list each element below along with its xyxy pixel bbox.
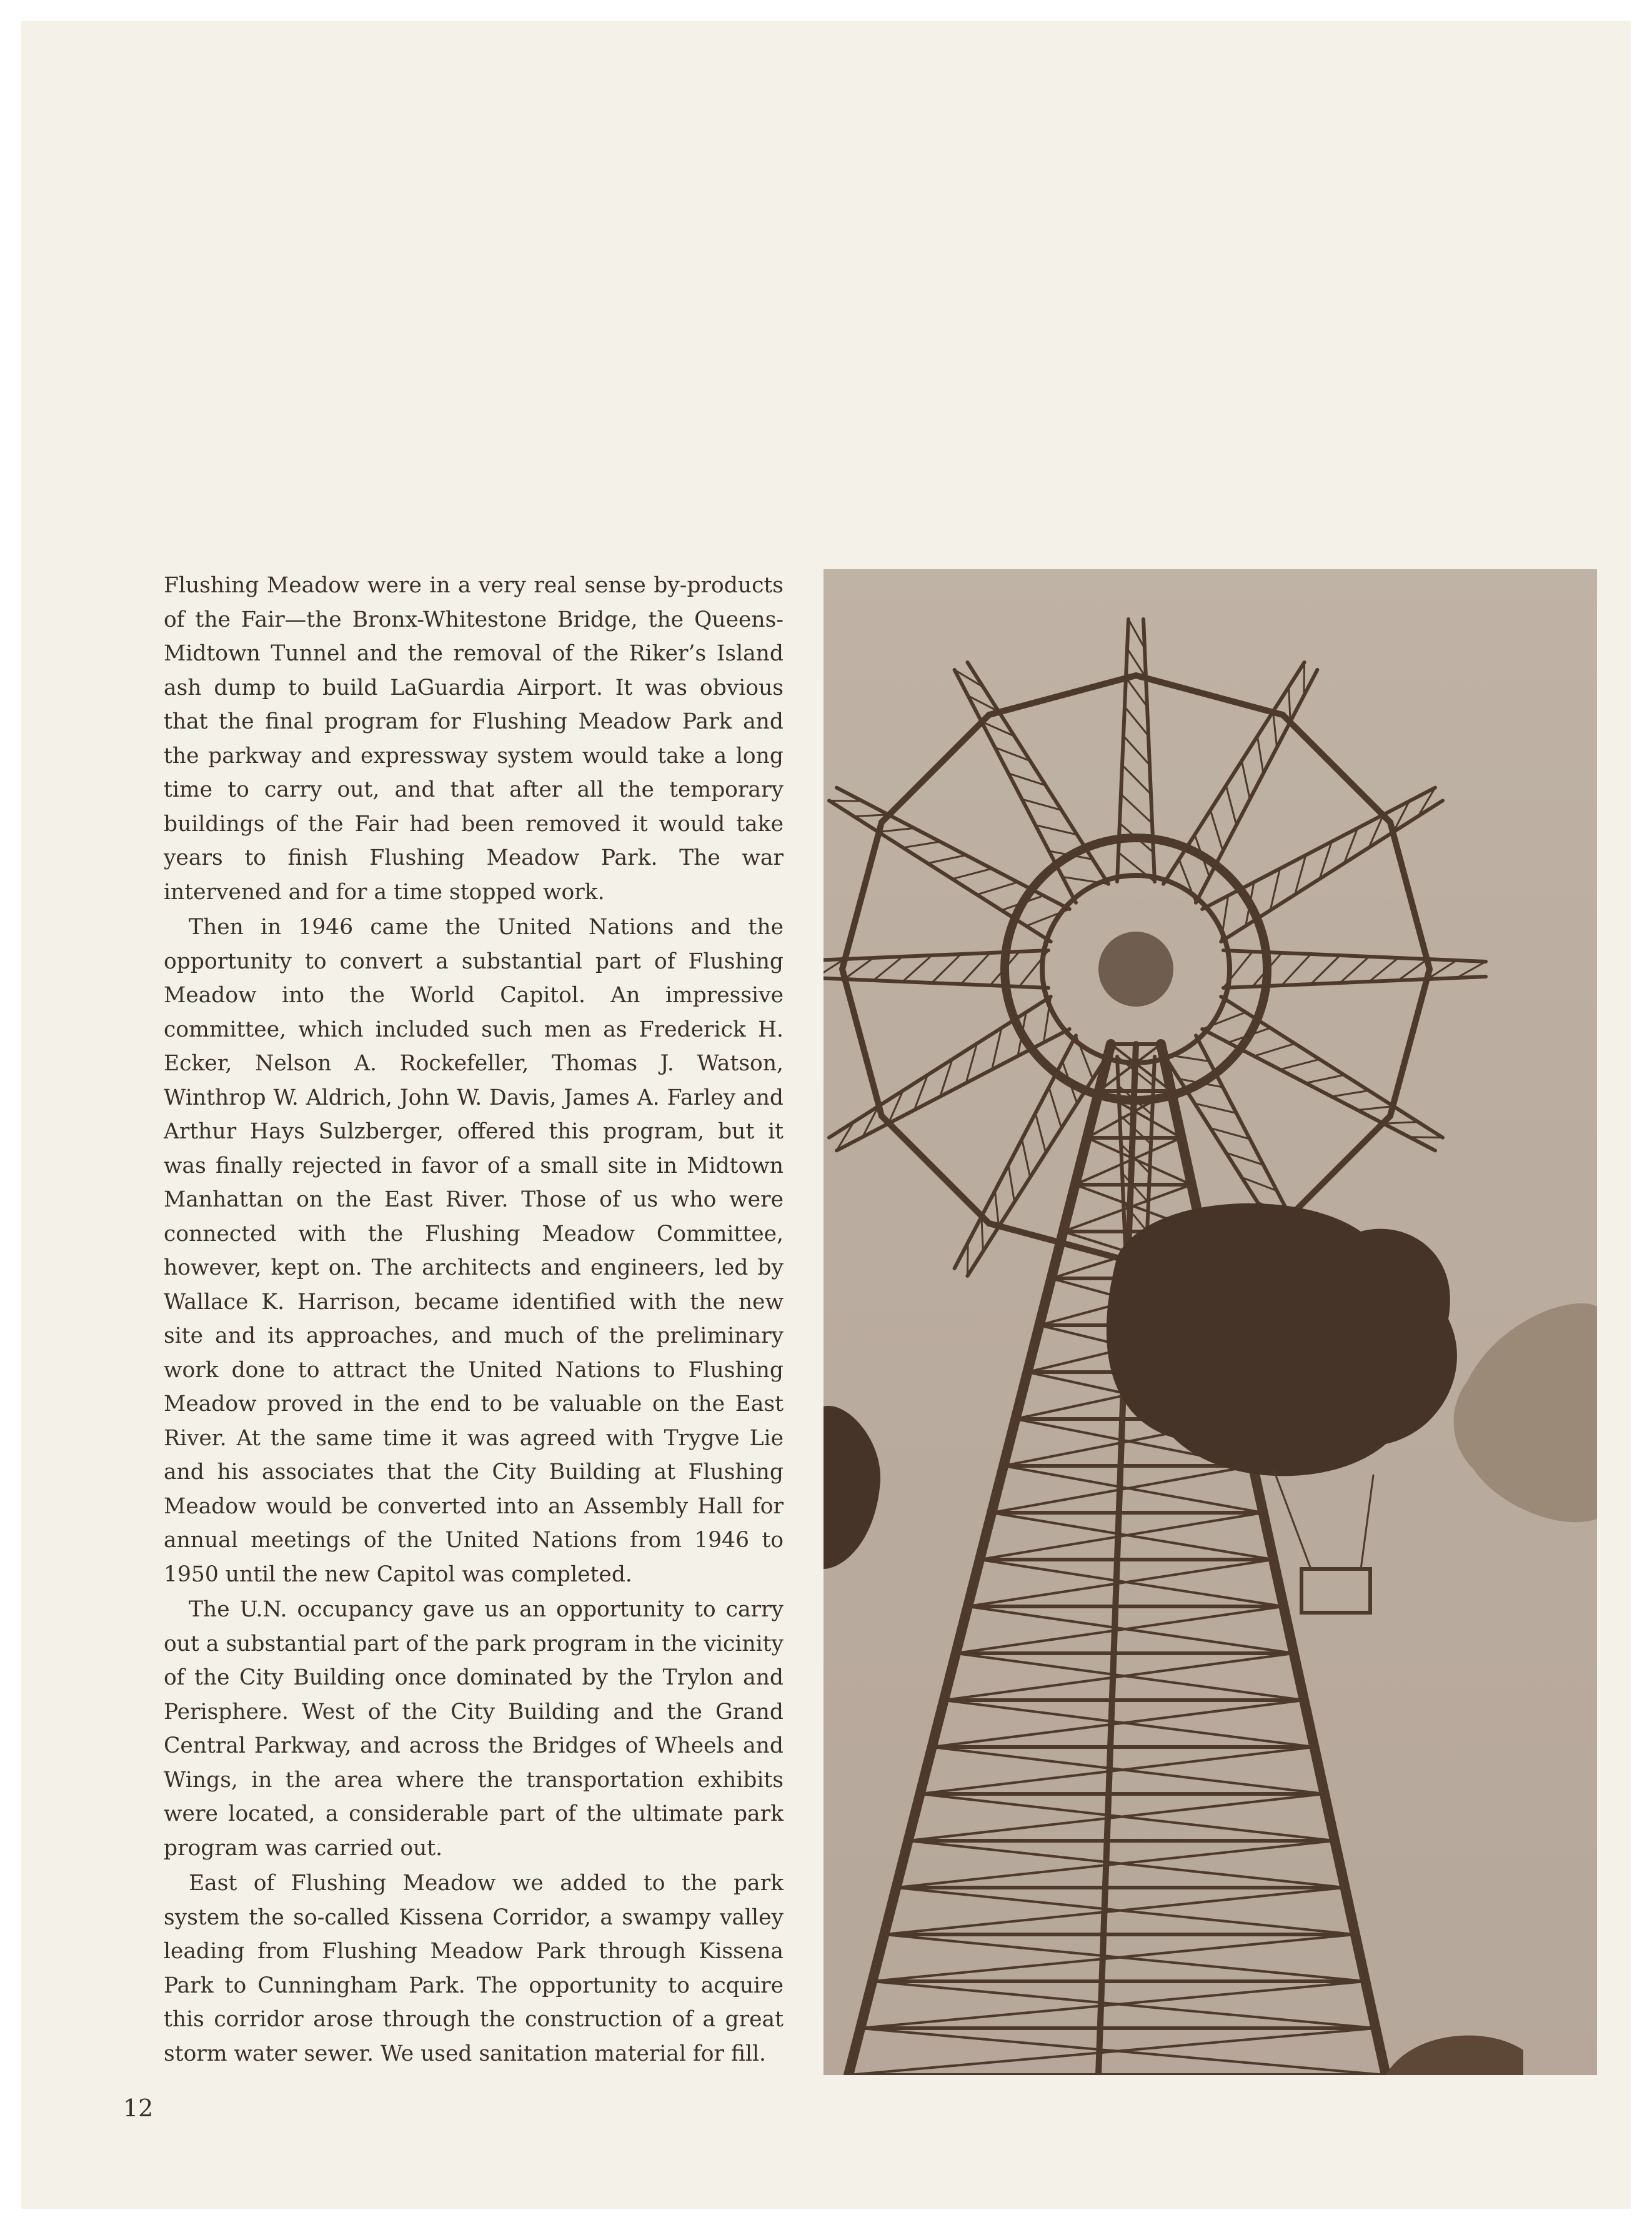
parachute-tower-photo	[824, 569, 1597, 2075]
book-page	[21, 21, 1631, 2209]
arm-lattice	[1410, 1137, 1443, 1138]
page-number: 12	[123, 2094, 154, 2122]
paragraph-3: The U.N. occupancy gave us an opportunity to carry out a substantial part of the park program in the vicinity of the City Building once dominated by the Trylon and Perisphere. West of the City Building and the Grand Central Parkway, and across the Bridges of Wheels and Wings, in the area where the transportation exhibits were located, a considerable part of the ultimate park program was carried out.	[164, 1597, 784, 1861]
parachute-tower-illustration	[824, 569, 1597, 2075]
body-text	[164, 569, 784, 2071]
paragraph-2: Then in 1946 came the United Nations and the opportunity to convert a substantial part of Flushing Meadow into the World Capitol. An impressive committee, which included such men as Frederick H. Ecker, Nelson A. Rockefeller, Thomas J. Watson, Winthrop W. Aldrich, John W. Davis, James A. Farley and Arthur Hays Sulzberger, offered this program, but it was finally rejected in favor of a small site in Midtown Manhattan on the East River. Those of us who were connected with the Flushing Meadow Committee, however, kept on. The architects and engineers, led by Wallace K. Harrison, became identified with the new site and its approaches, and much of the preliminary work done to attract the United Nations to Flushing Meadow proved in the end to be valuable on the East River. At the same time it was agreed with Trygve Lie and his associates that the City Building at Flushing Meadow would be converted into an Assembly Hall for annual meetings of the United Nations from 1946 to 1950 until the new Capitol was completed.	[164, 915, 784, 1587]
hub	[1098, 932, 1173, 1007]
arm-lattice	[1304, 662, 1305, 695]
arm-lattice	[829, 800, 862, 801]
paragraph-1: Flushing Meadow were in a very real sense by-products of the Fair—the Bronx-Whitestone Bridge, the Queens-Midtown Tunnel and the removal of the Riker’s Island ash dump to build LaGuardia Airport. It was obvious that the final program for Flushing Meadow Park and the parkway and expressway system would take a long time to carry out, and that after all the temporary buildings of the Fair had been removed it would take years to finish Flushing Meadow Park. The war intervened and for a time stopped work.	[164, 573, 784, 905]
paragraph-4: East of Flushing Meadow we added to the park system the so-called Kissena Corridor, a swampy valley leading from Flushing Meadow Park through Kissena Park to Cunningham Park. The opportunity to acquire this corridor arose through the construction of a great storm water sewer. We used sanitation material for fill.	[164, 1871, 784, 2066]
arm-lattice	[967, 1243, 968, 1276]
